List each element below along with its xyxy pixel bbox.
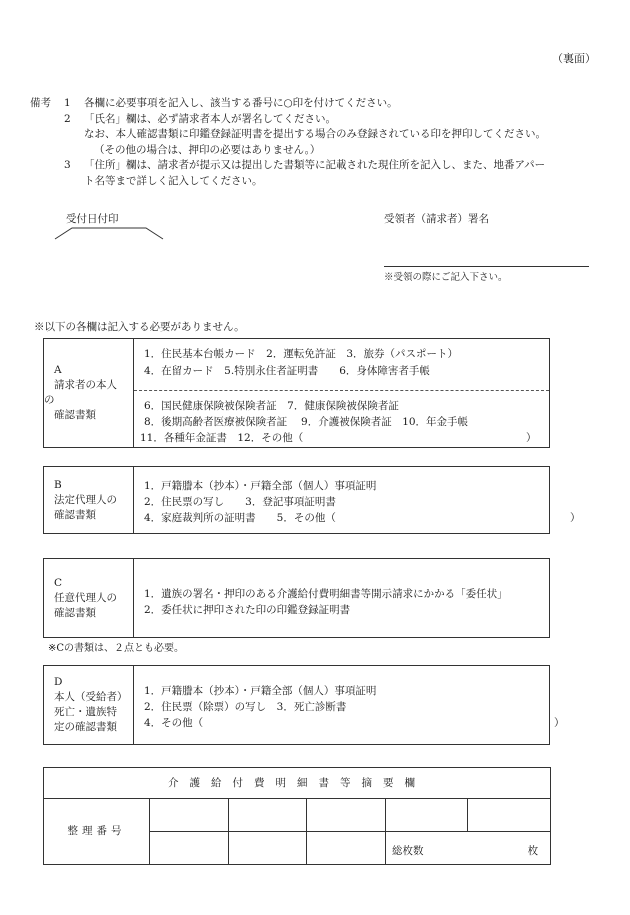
note-1-text: 各欄に必要事項を記入し、該当する番号に○印を付けてください。 (84, 97, 398, 109)
signature-line[interactable] (384, 266, 589, 267)
summary-cell-2-2[interactable] (229, 832, 307, 865)
summary-title: 介護給付費明細書等摘要欄 (44, 768, 551, 799)
summary-cell-1-2[interactable] (229, 799, 307, 832)
summary-cell-1-4[interactable] (386, 799, 468, 832)
note-3-number: 3 (64, 159, 71, 171)
box-d-title-3: 定の確認書類 (54, 721, 117, 733)
box-c-title-1: 任意代理人の (54, 591, 117, 604)
stamp-arc (54, 226, 164, 240)
summary-row-label: 整理番号 (44, 799, 150, 865)
box-c-title (44, 559, 134, 637)
box-b-title-2: 確認書類 (54, 508, 96, 521)
box-a-title-2: の (44, 394, 55, 406)
box-b-options (134, 467, 581, 533)
box-b-line-3: 4．家庭裁判所の証明書 5．その他（ (144, 512, 336, 524)
box-a-code: A (54, 364, 62, 376)
note-2-text-c: （その他の場合は、押印の必要はありません。） (94, 143, 321, 156)
summary-total-unit: 枚 (527, 844, 539, 857)
box-c-options (134, 559, 549, 637)
summary-cell-1-1[interactable] (150, 799, 229, 832)
box-d-line-2: 2．住民票（除票）の写し 3．死亡診断書 (144, 701, 347, 713)
box-b-legal-representative-id-docs (43, 466, 581, 534)
summary-cell-2-1[interactable] (150, 832, 229, 865)
box-a-options (134, 339, 549, 447)
summary-cell-1-5[interactable] (468, 799, 551, 832)
box-a-line-2: 4．在留カード 5.特別永住者証明書 6．身体障害者手帳 (144, 365, 430, 377)
box-b-title-1: 法定代理人の (54, 493, 117, 506)
box-d-title-1: 本人（受給者） (54, 691, 128, 703)
no-fill-note: ※以下の各欄は記入する必要がありません。 (34, 321, 245, 333)
box-a-requester-id-docs (43, 338, 550, 448)
notes-label: 備考 (30, 97, 51, 109)
note-1-number: 1 (64, 97, 71, 109)
summary-total-cell[interactable] (386, 832, 551, 865)
box-b-code: B (54, 478, 62, 491)
box-a-line-5: 11．各種年金証書 12．その他（ (140, 432, 304, 444)
box-a-title-3: 確認書類 (54, 409, 96, 421)
box-a-line-5-close: ） (526, 432, 537, 444)
box-c-code: C (54, 576, 63, 589)
box-c-title-2: 確認書類 (54, 606, 96, 619)
box-d-line-1: 1．戸籍謄本（抄本）・戸籍全部（個人）事項証明 (144, 685, 377, 697)
box-d-options (134, 666, 565, 744)
box-d-death-heir-id-docs (43, 665, 565, 745)
box-a-divider (134, 390, 549, 391)
note-2-text-b: なお、本人確認書類に印鑑登録証明書を提出する場合のみ登録されている印を押印してください。 (84, 128, 546, 140)
summary-cell-2-3[interactable] (307, 832, 386, 865)
box-a-line-3: 6．国民健康保険被保険者証 7．健康保険被保険者証 (144, 400, 399, 412)
page-side-label: （裏面） (552, 52, 596, 65)
note-2-text-a: 「氏名」欄は、必ず請求者本人が署名してください。 (84, 112, 336, 125)
box-d-line-3: 4．その他（ (144, 717, 204, 729)
note-3-text-b: ト名等まで詳しく記入してください。 (84, 174, 263, 187)
signature-label: 受領者（請求者）署名 (384, 213, 489, 225)
notes-section (30, 96, 546, 189)
box-a-title (44, 339, 134, 447)
box-d-title (44, 666, 134, 744)
box-a-line-1: 1．住民基本台帳カード 2．運転免許証 3．旅券（パスポート） (144, 348, 459, 360)
box-d-title-2: 死亡・遺族特 (54, 706, 117, 718)
box-c-note: ※Cの書類は、２点とも必要。 (48, 643, 185, 654)
box-c-authorized-agent-id-docs (43, 558, 550, 638)
box-d-line-3-close: ） (554, 717, 565, 729)
note-2-number: 2 (64, 112, 71, 125)
box-b-line-2: 2．住民票の写し 3．登記事項証明書 (144, 496, 336, 508)
box-d-code: D (54, 676, 63, 688)
box-b-title (44, 467, 134, 533)
box-c-line-1: 1．遺族の署名・押印のある介護給付費明細書等開示請求にかかる「委任状」 (144, 588, 508, 600)
box-a-title-1: 請求者の本人 (54, 379, 117, 391)
box-b-line-1: 1．戸籍謄本（抄本）・戸籍全部（個人）事項証明 (144, 480, 377, 492)
signature-note: ※受領の際にご記入下さい。 (384, 272, 508, 283)
stamp-label: 受付日付印 (66, 213, 119, 225)
note-3-text-a: 「住所」欄は、請求者が提示又は提出した書類等に記載された現住所を記入し、また、地番アパー (84, 159, 546, 171)
box-b-line-3-close: ） (570, 512, 581, 524)
summary-cell-1-3[interactable] (307, 799, 386, 832)
summary-table (43, 767, 551, 865)
box-c-line-2: 2．委任状に押印された印の印鑑登録証明書 (144, 604, 351, 616)
box-a-line-4: 8．後期高齢者医療被保険者証 9．介護被保険者証 10．年金手帳 (144, 416, 469, 428)
summary-total-label: 総枚数 (392, 844, 424, 857)
